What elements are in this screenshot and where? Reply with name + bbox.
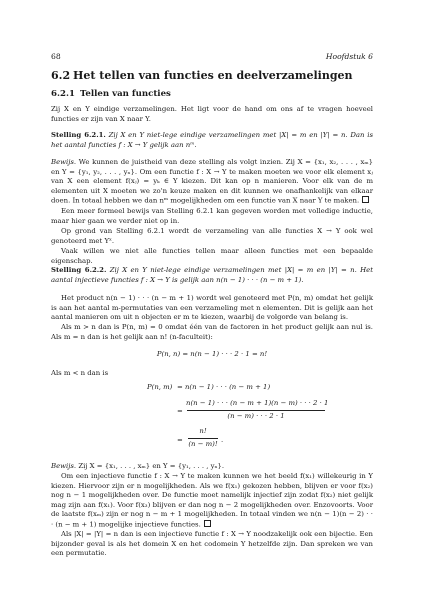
document-page (51, 0, 373, 598)
proof-label: Bewijs. (51, 462, 77, 470)
proof-6-2-2 (51, 472, 373, 530)
paragraph-m-greater-n: Als m > n dan is P(n, m) = 0 omdat één van de factoren in het product gelijk aan nul is. Als m = n dan is het gelijk aan n! (n-faculteit): (51, 323, 373, 341)
subsection-title: Tellen van functies (80, 89, 171, 99)
qed-symbol (204, 520, 211, 527)
equation-line-2-denominator: (n − m) · · · 2 · 1 (227, 412, 285, 420)
qed-symbol (362, 196, 369, 203)
paragraph-bijection: Als |X| = |Y| = n dan is een injectieve functie f : X → Y noodzakelijk ook een bijectie. Een bijzonder geval is als het domein X en het codomein Y hetzelfde zijn. Dan spreken we van een permutatie. (51, 530, 373, 558)
theorem-6-2-2 (51, 266, 373, 285)
section-heading (51, 69, 353, 82)
proof-6-2-2-intro (51, 462, 373, 472)
proof-6-2-1 (51, 158, 373, 206)
subsection-number: 6.2.1 (51, 89, 75, 99)
chapter-title: Hoofdstuk 6 (325, 52, 373, 61)
equation-line-1-rhs: = n(n − 1) · · · (n − m + 1) (177, 383, 271, 391)
proof-text: We kunnen de juistheid van deze stelling als volgt inzien. Zij X = {x₁, x₂, . . . , xₘ} en Y = {y₁, y₂, . . . , yₙ}. Om een functie f : X → Y te maken moeten we voor elk element xⱼ van X een element f(xⱼ) = yₖ ∈ Y kiezen. Dit kan op n manieren. Voor elk van de m elementen uit X moeten we zo'n keuze maken en dit kunnen we onafhankelijk van elkaar doen. In totaal hebben we dan nᵐ mogelijkheden om een functie van X naar Y te maken. (51, 158, 373, 205)
section-title: Het tellen van functies en deelverzamelingen (73, 69, 353, 82)
theorem-6-2-1 (51, 131, 373, 150)
proof-text: Om een injectieve functie f : X → Y te maken kunnen we het beeld f(x₁) willekeurig in Y kiezen. Hiervoor zijn er n mogelijkheden. Als we f(x₁) gekozen hebben, blijven er voor f(x₂) nog n − 1 mogelijkheden over. De functie moet namelijk injectief zijn zodat f(x₂) niet gelijk mag zijn aan f(x₁). Voor f(x₃) blijven er dan nog n − 2 mogelijkheden over. Enzovoorts. Voor de laatste f(xₘ) zijn er nog n − m + 1 mogelijkheden. In totaal vinden we n(n − 1)(n − 2) · · · (n − m + 1) mogelijke injectieve functies. (51, 472, 373, 529)
paragraph-m-less-n: Als m < n dan is (51, 369, 109, 377)
theorem-label: Stelling 6.2.2. (51, 266, 107, 274)
equation-line-3-eq: = (177, 436, 183, 444)
proof-first-line: Zij X = {x₁, . . . , xₘ} en Y = {y₁, . . . , yₙ}. (78, 462, 225, 470)
theorem-text: Zij X en Y niet-lege eindige verzamelingen met |X| = m en |Y| = n. Dan is het aantal functies f : X → Y gelijk aan nᵐ. (51, 131, 373, 149)
equation-line-2-numerator: n(n − 1) · · · (n − m + 1)(n − m) · · · 2 · 1 (186, 399, 329, 407)
theorem-label: Stelling 6.2.1. (51, 131, 106, 139)
section-number: 6.2 (51, 69, 71, 82)
equation-end-period: . (221, 436, 224, 444)
fraction-bar (188, 438, 218, 439)
equation-factorial: P(n, n) = n(n − 1) · · · 2 · 1 = n! (156, 350, 268, 358)
paragraph-formal-proof: Een meer formeel bewijs van Stelling 6.2.1 kan gegeven worden met volledige inductie, maar hier gaan we verder niet op in. (51, 207, 373, 225)
page-number: 68 (51, 52, 61, 61)
equation-line-3-denominator: (n − m)! (188, 440, 218, 448)
theorem-text: Zij X en Y niet-lege eindige verzamelingen met |X| = m en |Y| = n. Het aantal injectieve functies f : X → Y is gelijk aan n(n − 1) · · · (n − m + 1). (51, 266, 373, 284)
subsection-heading (51, 89, 171, 99)
fraction-bar (187, 410, 325, 411)
proof-label: Bewijs. (51, 158, 77, 166)
equation-line-1-lhs: P(n, m) (147, 383, 173, 391)
intro-paragraph: Zij X en Y eindige verzamelingen. Het ligt voor de hand om ons af te vragen hoeveel functies er zijn van X naar Y. (51, 105, 373, 123)
equation-line-3-numerator: n! (199, 427, 207, 435)
paragraph-notation: Op grond van Stelling 6.2.1 wordt de verzameling van alle functies X → Y ook wel genoteerd met Yˣ. (51, 227, 373, 245)
equation-line-2-eq: = (177, 407, 183, 415)
paragraph-product: Het product n(n − 1) · · · (n − m + 1) wordt wel genoteerd met P(n, m) omdat het gelijk is aan het aantal m-permutaties van een verzameling met n elementen. Dit is gelijk aan het aantal manieren om uit n objecten er m te kiezen, waarbij de volgorde van belang is. (51, 294, 373, 322)
paragraph-often: Vaak willen we niet alle functies tellen maar alleen functies met een bepaalde eigenschap. (51, 247, 373, 265)
